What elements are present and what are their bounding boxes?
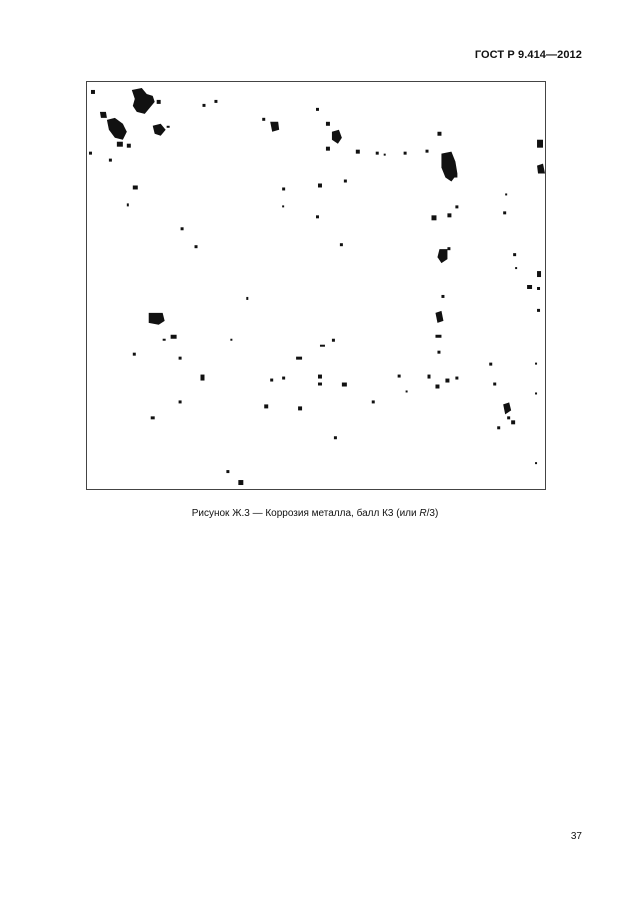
corrosion-spot [179,357,182,360]
corrosion-spot [332,339,335,342]
corrosion-spot [226,470,229,473]
corrosion-spot [151,416,155,419]
corrosion-spot [493,383,496,386]
corrosion-spot [372,400,375,403]
corrosion-spot [426,150,429,153]
corrosion-spot [503,402,511,414]
corrosion-spot [384,154,386,156]
corrosion-spot [535,363,537,365]
corrosion-spot [282,187,285,190]
corrosion-spot [447,247,450,250]
corrosion-spot [132,88,155,114]
corrosion-spot [326,147,330,151]
corrosion-spot [455,377,458,380]
caption-prefix: Рисунок Ж.3 — Коррозия металла, балл К3 (или [191,508,420,519]
corrosion-spot [535,392,537,394]
corrosion-spot [127,203,129,206]
corrosion-spot [445,379,449,383]
corrosion-spot [318,184,322,188]
page-number: 37 [570,831,582,842]
corrosion-spot [91,90,95,94]
corrosion-spot [270,122,279,132]
corrosion-spot [447,213,451,217]
corrosion-spot [398,375,401,378]
corrosion-spot [107,118,127,140]
corrosion-spot [513,253,516,256]
corrosion-spot [133,353,136,356]
figure-caption [0,508,630,519]
corrosion-spot [435,311,443,323]
corrosion-spot [537,287,540,290]
corrosion-spot [149,313,165,325]
corrosion-spot [100,112,107,118]
corrosion-spot [435,335,441,338]
corrosion-spot [505,193,507,195]
corrosion-spot [431,215,436,220]
corrosion-spot [441,295,444,298]
corrosion-spot [344,180,347,183]
corrosion-spot [246,297,248,300]
caption-suffix: /3) [426,508,439,519]
corrosion-spot [334,436,337,439]
corrosion-spot [282,377,285,380]
corrosion-spot [167,126,170,128]
corrosion-spot [296,357,302,360]
corrosion-spot [318,383,322,386]
corrosion-spot [537,140,543,148]
corrosion-spot [230,339,232,341]
corrosion-spot [171,335,177,339]
corrosion-spot [326,122,330,126]
corrosion-spot [316,215,319,218]
corrosion-spot [318,375,322,379]
corrosion-spot [179,400,182,403]
corrosion-spot [133,185,138,189]
corrosion-spot [153,124,166,136]
corrosion-spot [214,100,217,103]
corrosion-spot [537,309,540,312]
corrosion-spot [298,406,302,410]
corrosion-spot [511,420,515,424]
corrosion-spot [340,243,343,246]
corrosion-spot [404,152,407,155]
corrosion-spot [428,375,431,379]
corrosion-spot [342,383,347,387]
corrosion-spot [406,390,408,392]
corrosion-spot [270,379,273,382]
corrosion-spot [157,100,161,104]
corrosion-spot [515,267,517,269]
corrosion-spot [238,480,243,485]
corrosion-spot [537,164,545,174]
corrosion-spot [489,363,492,366]
corrosion-spot [163,339,166,341]
corrosion-spot [507,416,510,419]
corrosion-spot [89,152,92,155]
corrosion-spot [264,404,268,408]
corrosion-spot [453,174,457,178]
corrosion-spot [437,351,440,354]
corrosion-spot [535,462,537,464]
corrosion-spot [435,385,439,389]
document-standard-id: ГОСТ Р 9.414—2012 [474,49,582,61]
corrosion-spot [202,104,205,107]
corrosion-spot [320,345,325,347]
corrosion-spot [117,142,123,147]
corrosion-spot [201,375,205,381]
corrosion-spot [455,205,458,208]
corrosion-spot [497,426,500,429]
corrosion-spot [195,245,198,248]
corrosion-spot [181,227,184,230]
corrosion-spot [437,132,441,136]
corrosion-spot [282,205,284,207]
corrosion-spot [527,285,532,289]
corrosion-spot [376,152,379,155]
corrosion-spots [87,82,545,489]
corrosion-spot [503,211,506,214]
caption-italic: R [419,508,427,519]
corrosion-sample-image [86,81,546,490]
corrosion-spot [262,118,265,121]
corrosion-spot [537,271,541,277]
corrosion-spot [109,159,112,162]
corrosion-spot [316,108,319,111]
corrosion-spot [127,144,131,148]
corrosion-spot [356,150,360,154]
corrosion-spot [437,249,447,263]
corrosion-spot [332,130,342,144]
